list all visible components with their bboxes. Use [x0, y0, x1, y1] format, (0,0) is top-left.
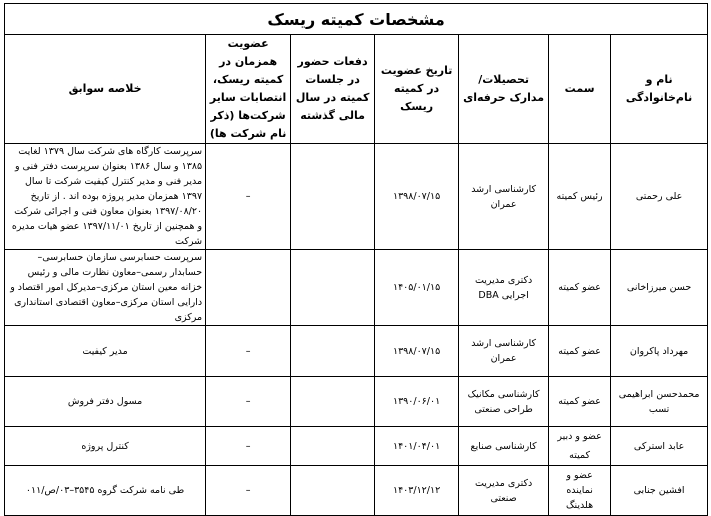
member-membership: –	[206, 144, 291, 250]
member-join-date: ۱۴۰۱/۰۴/۰۱	[375, 427, 459, 466]
member-summary: مسول دفتر فروش	[5, 377, 206, 427]
table-row	[5, 326, 708, 377]
header-row	[5, 35, 708, 144]
member-membership: –	[206, 377, 291, 427]
member-education: کارشناسی مکانیک طراحی صنعتی	[459, 377, 549, 427]
member-attendance	[291, 466, 375, 516]
header-membership: عضویت همزمان در کمیته ریسک، انتصابات سایر شرکت‌ها (ذکر نام شرکت ها)	[206, 35, 291, 144]
member-summary: سرپرست حسابرسی سازمان حسابرسی–حسابدار رسمی–معاون نظارت مالی و رئیس خزانه معین استان مرکزی–مدیرکل امور اقتصاد و دارایی استان مرکزی–معاون اقتصادی استانداری مرکزی	[5, 250, 206, 326]
header-join-date: تاریخ عضویت در کمیته ریسک	[375, 35, 459, 144]
member-join-date: ۱۳۹۸/۰۷/۱۵	[375, 326, 459, 377]
member-education: دکتری مدیریت صنعتی	[459, 466, 549, 516]
table-title: مشخصات کمیته ریسک	[5, 4, 708, 35]
member-name: عابد استرکی	[611, 427, 708, 466]
member-education: کارشناسی ارشد عمران	[459, 326, 549, 377]
member-name: افشین جنابی	[611, 466, 708, 516]
member-summary: کنترل پروژه	[5, 427, 206, 466]
member-join-date: ۱۴۰۳/۱۲/۱۲	[375, 466, 459, 516]
member-membership: –	[206, 466, 291, 516]
member-membership: –	[206, 326, 291, 377]
member-join-date: ۱۳۹۰/۰۶/۰۱	[375, 377, 459, 427]
member-attendance	[291, 144, 375, 250]
risk-committee-document	[4, 3, 707, 511]
member-education: دکتری مدیریت اجرایی DBA	[459, 250, 549, 326]
member-name: حسن میرزاخانی	[611, 250, 708, 326]
member-join-date: ۱۴۰۵/۰۱/۱۵	[375, 250, 459, 326]
member-name: مهرداد پاکروان	[611, 326, 708, 377]
member-summary: طی نامه شرکت گروه ۳۵۴۵–۰۳/ص/۰۱۱	[5, 466, 206, 516]
member-summary: مدیر کیفیت	[5, 326, 206, 377]
member-summary: سرپرست کارگاه های شرکت سال ۱۳۷۹ لغایت ۱۳۸۵ و سال ۱۳۸۶ بعنوان سرپرست دفتر فنی و مدیر فنی و مدیر کنترل کیفیت شرکت تا سال ۱۳۹۷ همزمان مدیر پروژه بوده اند . از تاریخ ۱۳۹۷/۰۸/۲۰ بعنوان معاون فنی و اجرائی شرکت و همچنین از تاریخ ۱۳۹۷/۱۱/۰۱ عضو هیات مدیره شرکت	[5, 144, 206, 250]
member-membership: –	[206, 427, 291, 466]
member-position: عضو کمیته	[549, 250, 611, 326]
member-attendance	[291, 377, 375, 427]
header-attendance: دفعات حضور در جلسات کمیته در سال مالی گذشته	[291, 35, 375, 144]
member-education: کارشناسی ارشد عمران	[459, 144, 549, 250]
table-row	[5, 427, 708, 466]
header-education: تحصیلات/مدارک حرفه‌ای	[459, 35, 549, 144]
member-join-date: ۱۳۹۸/۰۷/۱۵	[375, 144, 459, 250]
member-attendance	[291, 326, 375, 377]
member-education: کارشناسی صنایع	[459, 427, 549, 466]
member-membership	[206, 250, 291, 326]
member-attendance	[291, 250, 375, 326]
header-summary: خلاصه سوابق	[5, 35, 206, 144]
member-attendance	[291, 427, 375, 466]
member-position: رئیس کمیته	[549, 144, 611, 250]
header-name: نام و نام‌خانوادگی	[611, 35, 708, 144]
risk-committee-table	[4, 3, 708, 516]
member-position: عضو کمیته	[549, 377, 611, 427]
member-position: عضو و نماینده هلدینگ	[549, 466, 611, 516]
header-position: سمت	[549, 35, 611, 144]
table-row	[5, 144, 708, 250]
member-name: علی رحمتی	[611, 144, 708, 250]
member-position: عضو کمیته	[549, 326, 611, 377]
table-row	[5, 250, 708, 326]
member-position: عضو و دبیر کمیته	[549, 427, 611, 466]
table-row	[5, 377, 708, 427]
table-row	[5, 466, 708, 516]
member-name: محمدحسن ابراهیمی تسب	[611, 377, 708, 427]
